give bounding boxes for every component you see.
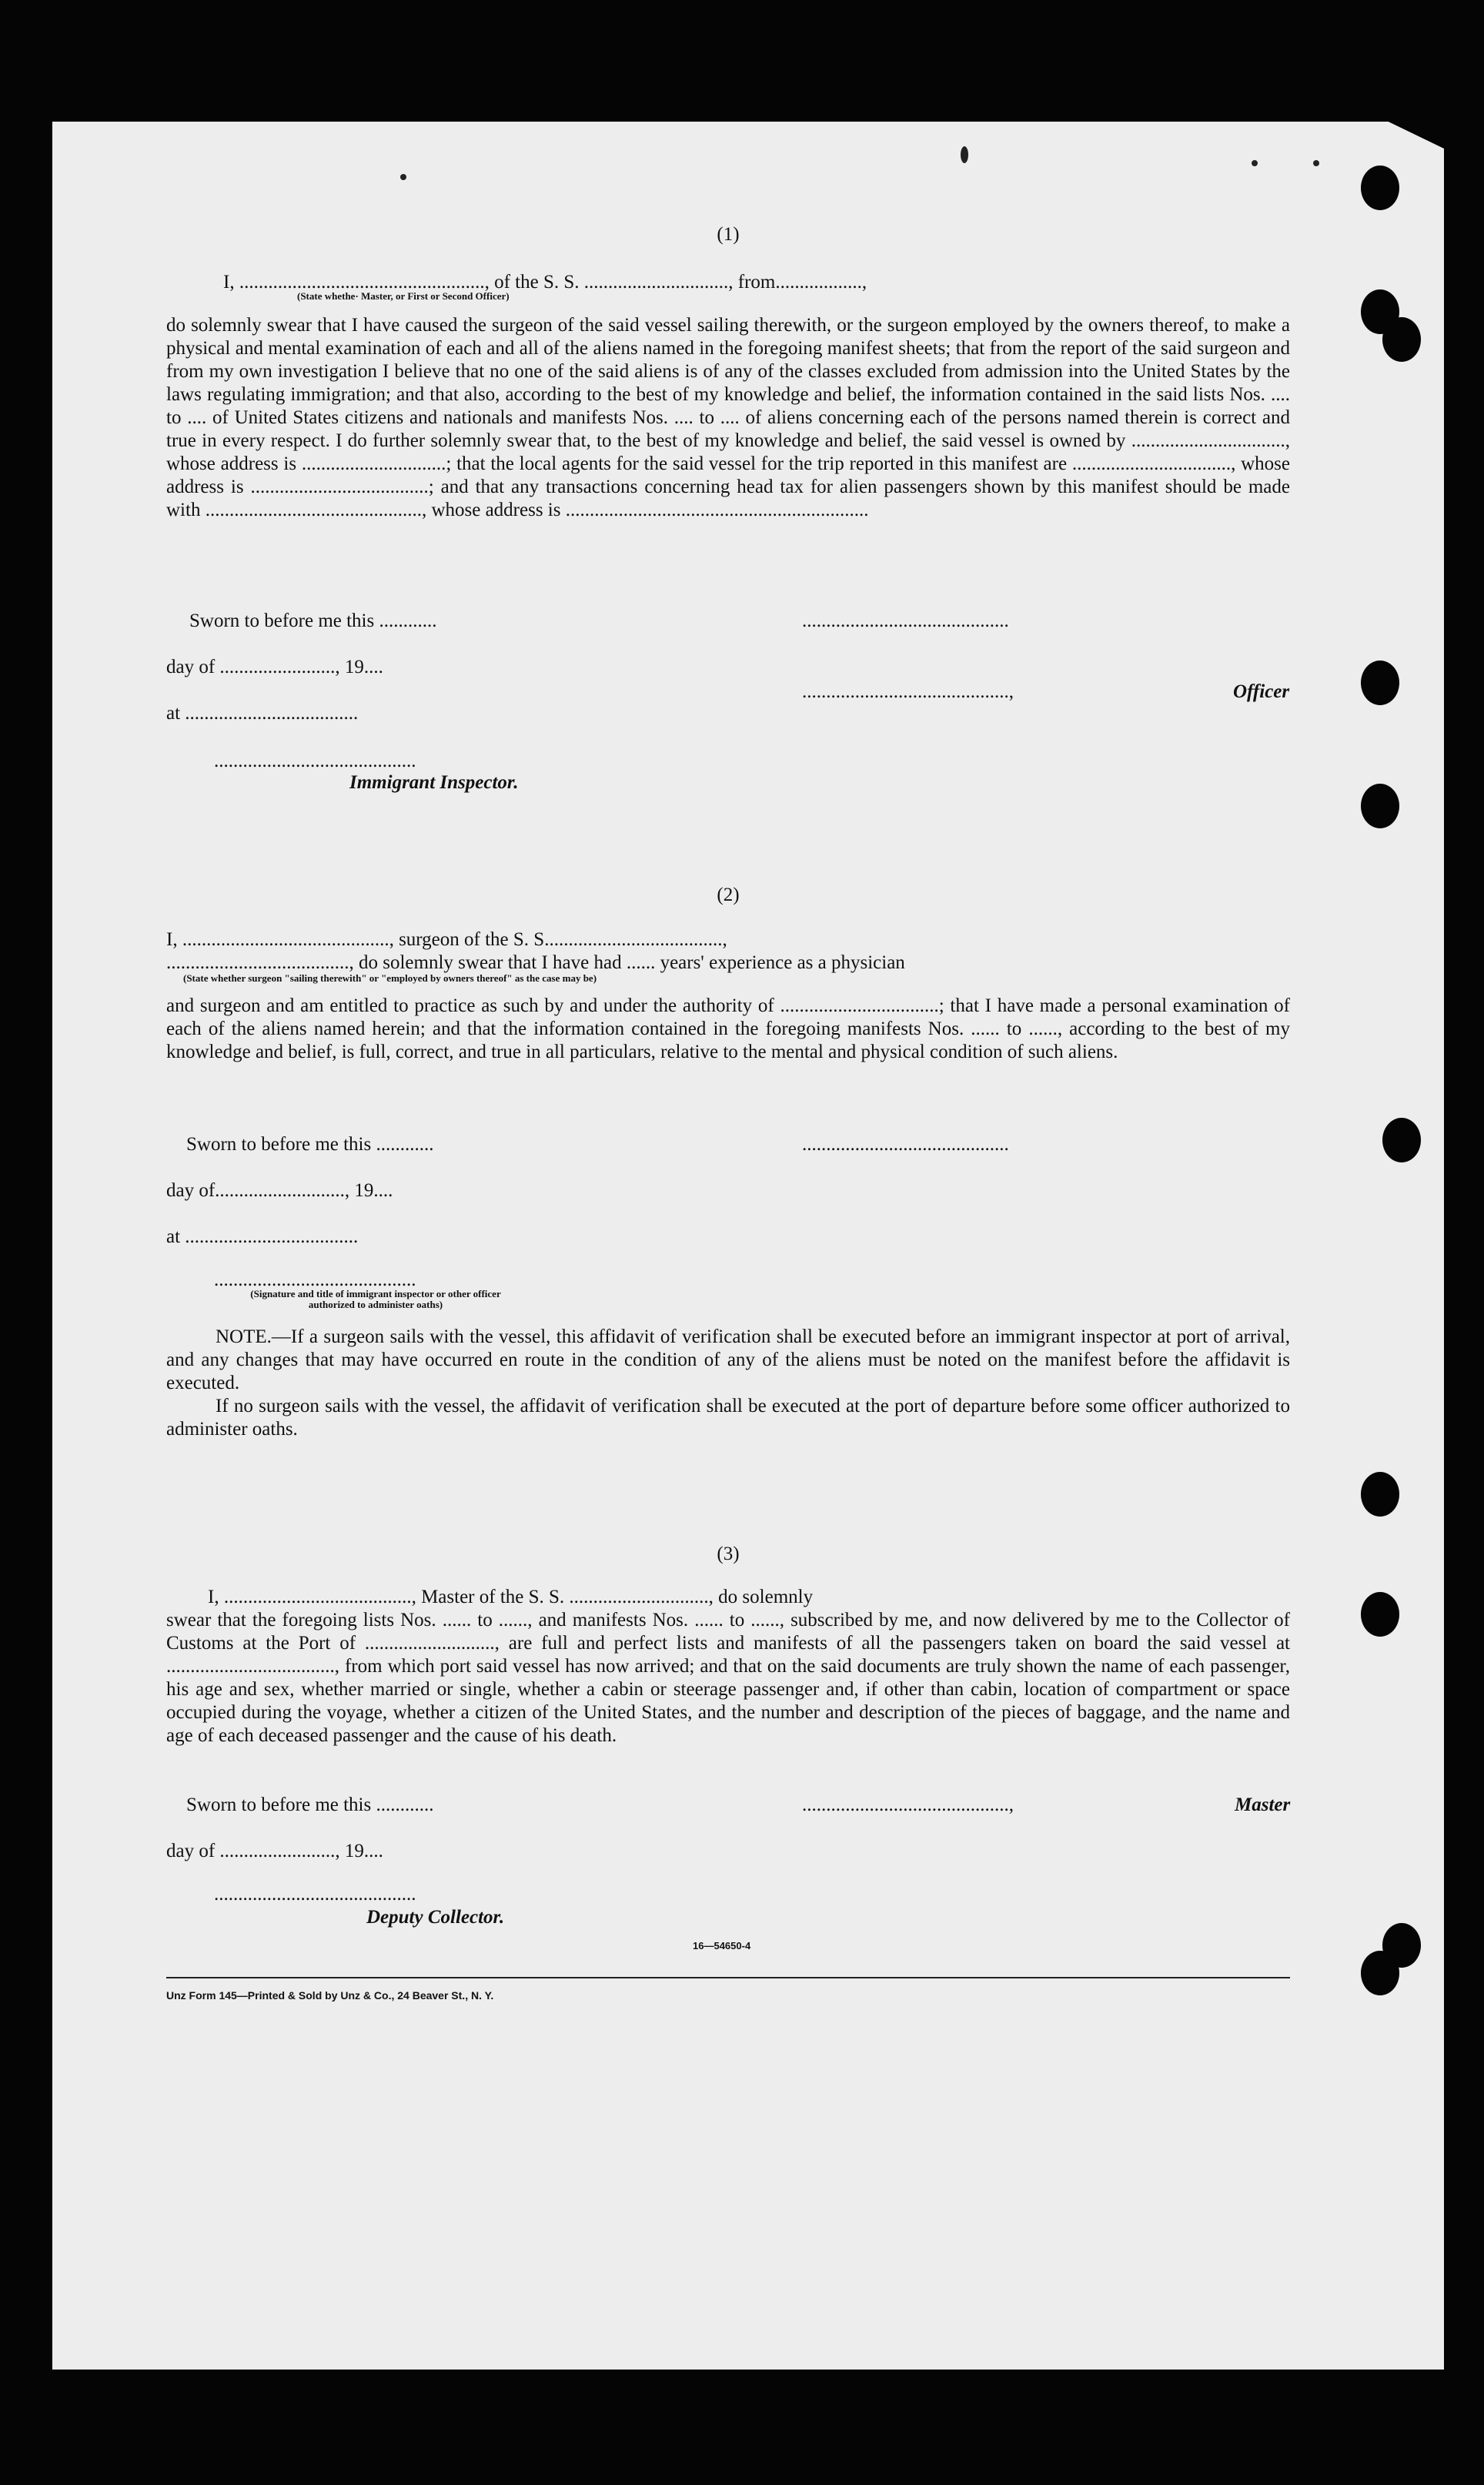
punch-hole: [1382, 1118, 1421, 1162]
day-line: day of..........................., 19....: [166, 1180, 393, 1201]
officer-rank-note: (State whethe· Master, or First or Second Officer): [297, 290, 510, 302]
master-signature-line: ...........................................,: [802, 1794, 1014, 1815]
oath-body: do solemnly swear that I have caused the surgeon of the said vessel sailing therewith, or the surgeon employed by the owners thereof, to make a physical and mental examination of each and all of the aliens named in the foregoing manifest sheets; that from the report of the said surgeon and from my own investigation I believe that no one of the said aliens is of any of the classes excluded from admission into the United States by the laws regulating immigration; and that also, according to the best of my knowledge and belief, the information contained in the said lists Nos. .... to .... of United States citizens and nationals and manifests Nos. .... to .... of aliens concerning each of the persons named therein is correct and true in every respect. I do further solemnly swear that, to the best of my knowledge and belief, the said vessel is owned by ................................, whose address is ..............................; that the local agents for the said vessel for the trip reported in this manifest are ................................., whose address is .....................................; and that any transactions concerning head tax for alien passengers shown by this manifest should be made with ............................................., whose address is ...............................................................: [166, 315, 1290, 520]
day-line: day of ........................, 19....: [166, 1841, 383, 1861]
inspector-signature-line: ..........................................: [214, 751, 416, 771]
surgeon-note: NOTE.—If a surgeon sails with the vessel, this affidavit of verification shall be executed before an immigrant inspector at port of arrival, and any changes that may have occurred en route in the condition of any of the aliens must be noted on the manifest before the affidavit is executed.: [166, 1326, 1290, 1393]
footer-rule: [166, 1977, 1290, 1978]
punch-hole: [1361, 1592, 1399, 1637]
sworn-line: Sworn to before me this ............: [186, 1134, 434, 1155]
no-surgeon-note: If no surgeon sails with the vessel, the affidavit of verification shall be executed at the port of departure before some officer authorized to administer oaths.: [166, 1396, 1290, 1440]
master-role: Master: [1235, 1794, 1291, 1815]
speck: [400, 174, 406, 180]
master-first-line: I, ......................................., Master of the S. S. ............................., do solemnly: [208, 1587, 814, 1607]
at-line: at ....................................: [166, 703, 359, 724]
officer-signature-line: ...........................................,: [802, 681, 1014, 702]
surgeon-body: and surgeon and am entitled to practice as such by and under the authority of .................................; that I have made a personal examination of each of the aliens named herein; and that the information contained in the foregoing manifests Nos. ...... to ......, according to the best of my knowledge and belief, is full, correct, and true in all particulars, relative to the mental and physical condition of such aliens.: [166, 995, 1290, 1062]
punch-hole: [1361, 784, 1399, 828]
punch-hole: [1361, 1951, 1399, 1995]
section-number: (3): [717, 1544, 740, 1564]
master-body: swear that the foregoing lists Nos. ...... to ......, and manifests Nos. ...... to ......, subscribed by me, and now delivered by me to the Collector of Customs at the Port of ..........................., are full and perfect lists and manifests of all the passengers taken on board the said vessel at ..................................., from which port said vessel has now arrived; and that on the said documents are truly shown the name of each passenger, his age and sex, whether married or single, whether a cabin or steerage passenger and, if other than cabin, location of compartment or space occupied during the voyage, whether a citizen of the United States, and the number and description of the pieces of baggage, and the name and age of each deceased passenger and the cause of his death.: [166, 1610, 1290, 1746]
surgeon-status-note: (State whether surgeon "sailing therewith" or "employed by owners thereof" as the case may be): [183, 972, 597, 984]
punch-hole: [1361, 661, 1399, 705]
form-number: 16—54650-4: [693, 1940, 751, 1952]
speck: [961, 146, 968, 163]
at-line: at ....................................: [166, 1226, 359, 1247]
section-number: (2): [717, 885, 740, 905]
section-number: (1): [717, 224, 740, 245]
officer-role: Officer: [1233, 681, 1290, 702]
collector-signature-line: ..........................................: [214, 1884, 416, 1905]
right-signature-line: ...........................................: [802, 610, 1009, 631]
punch-hole: [1382, 317, 1421, 362]
surgeon-second-line: ......................................, do solemnly swear that I have had ...... years' experience as a physician: [166, 952, 905, 973]
oath-first-line: I, ..................................................., of the S. S. .............................., from..................,: [223, 272, 867, 293]
right-signature-line: ...........................................: [802, 1134, 1009, 1155]
day-line: day of ........................, 19....: [166, 657, 383, 677]
collector-role: Deputy Collector.: [366, 1907, 505, 1928]
speck: [1313, 160, 1319, 166]
punch-hole: [1361, 166, 1399, 210]
sworn-line: Sworn to before me this ............: [186, 1794, 434, 1815]
speck: [1252, 160, 1258, 166]
sworn-line: Sworn to before me this ............: [189, 610, 437, 631]
printer-footer: Unz Form 145—Printed & Sold by Unz & Co., 24 Beaver St., N. Y.: [166, 1989, 494, 2002]
punch-hole: [1361, 1472, 1399, 1517]
signature-note: (Signature and title of immigrant inspector or other officer authorized to administer oaths): [250, 1288, 501, 1310]
inspector-signature-line: ..........................................: [214, 1269, 416, 1290]
surgeon-first-line: I, ..........................................., surgeon of the S. S.....................................,: [166, 929, 727, 950]
inspector-role: Immigrant Inspector.: [349, 772, 519, 793]
